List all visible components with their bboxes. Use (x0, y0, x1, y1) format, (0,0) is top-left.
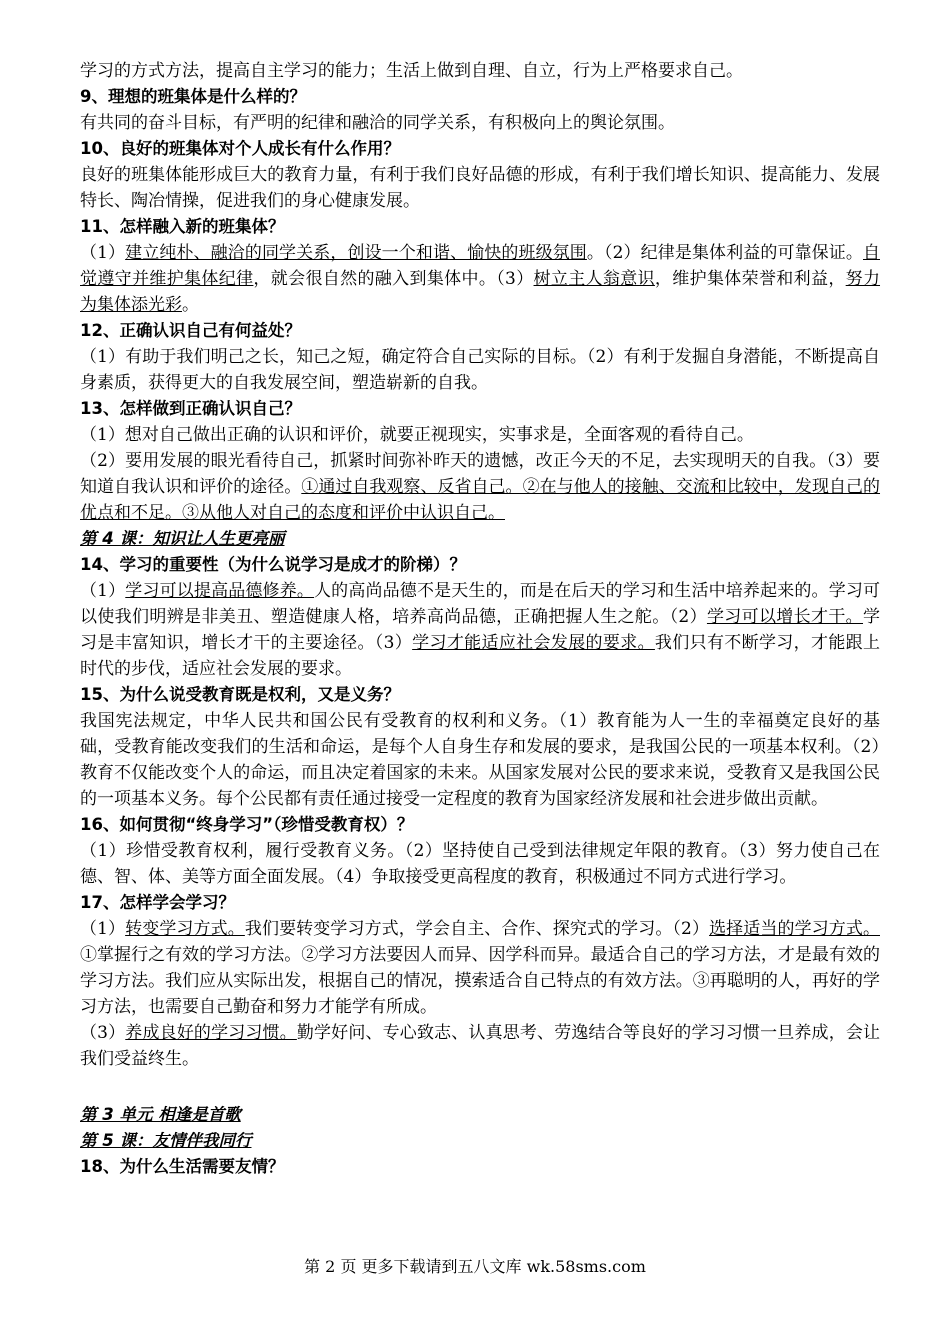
underlined-text: 学习可以提高品德修养。 (125, 581, 315, 601)
underlined-text: 选择适当的学习方式。 (709, 919, 880, 939)
answer-9: 有共同的奋斗目标，有严明的纪律和融洽的同学关系，有积极向上的舆论氛围。 (80, 113, 675, 133)
underlined-text: 努力为集体添光彩 (80, 269, 881, 315)
paragraph: 学习的方式方法，提高自主学习的能力；生活上做到自理、自立，行为上严格要求自己。 (80, 61, 743, 81)
answer-10: 良好的班集体能形成巨大的教育力量，有利于我们良好品德的形成，有利于我们增长知识、提高能力、发展特长、陶冶情操，促进我们的身心健康发展。 (80, 165, 880, 211)
question-12: 12、正确认识自己有何益处？ (80, 321, 301, 340)
answer-17b: （3）养成良好的学习习惯。勤学好问、专心致志、认真思考、劳逸结合等良好的学习习惯一旦养成，会让我们受益终生。 (80, 1023, 881, 1069)
underlined-text: 学习才能适应社会发展的要求。 (412, 633, 655, 653)
question-18: 18、为什么生活需要友情？ (80, 1157, 285, 1176)
page-footer: 第 2 页 更多下载请到五八文库 wk.58sms.com (304, 1257, 646, 1276)
answer-12: （1）有助于我们明己之长，知己之短，确定符合自己实际的目标。（2）有利于发掘自身潜能，不断提高自身素质，获得更大的自我发展空间，塑造崭新的自我。 (80, 347, 880, 393)
question-11: 11、怎样融入新的班集体？ (80, 217, 285, 236)
answer-11: （1）建立纯朴、融洽的同学关系，创设一个和谐、愉快的班级氛围。（2）纪律是集体利益的可靠保证。自觉遵守并维护集体纪律，就会很自然的融入到集体中。（3）树立主人翁意识，维护集体荣誉和利益，努力为集体添光彩。 (80, 243, 881, 315)
underlined-text: 自觉遵守并维护集体纪律 (80, 243, 880, 289)
section-heading-lesson-4: 第 4 课：知识让人生更亮丽 (80, 529, 285, 548)
question-15: 15、为什么说受教育既是权利，又是义务？ (80, 685, 400, 704)
section-heading-lesson-5: 第 5 课：友情伴我同行 (80, 1131, 252, 1150)
unit-heading-3: 第 3 单元 相逢是首歌 (80, 1105, 241, 1124)
answer-13b: （2）要用发展的眼光看待自己，抓紧时间弥补昨天的遗憾，改正今天的不足，去实现明天的自我。（3）要知道自我认识和评价的途径。①通过自我观察、反省自己。②在与他人的接触、交流和比较中，发现自己的优点和不足。③从他人对自己的态度和评价中认识自己。 (80, 451, 881, 523)
question-13: 13、怎样做到正确认识自己？ (80, 399, 301, 418)
spacer (80, 1072, 880, 1102)
answer-17a: （1）转变学习方式。我们要转变学习方式，学会自主、合作、探究式的学习。（2）选择适当的学习方式。①掌握行之有效的学习方法。②学习方法要因人而异、因学科而异。最适合自己的学习方法，才是最有效的学习方法。我们应从实际出发，根据自己的情况，摸索适合自己特点的有效方法。③再聪明的人，再好的学习方法，也需要自己勤奋和努力才能学有所成。 (80, 919, 880, 1017)
answer-16: （1）珍惜受教育权利，履行受教育义务。（2）坚持使自己受到法律规定年限的教育。（3）努力使自己在德、智、体、美等方面全面发展。（4）争取接受更高程度的教育，积极通过不同方式进行学习。 (80, 841, 880, 887)
question-9: 9、理想的班集体是什么样的？ (80, 87, 306, 106)
answer-14: （1）学习可以提高品德修养。人的高尚品德不是天生的，而是在后天的学习和生活中培养起来的。学习可以使我们明辨是非美丑、塑造健康人格，培养高尚品德，正确把握人生之舵。（2）学习可以增长才干。学习是丰富知识，增长才干的主要途径。（3）学习才能适应社会发展的要求。我们只有不断学习，才能跟上时代的步伐，适应社会发展的要求。 (80, 581, 881, 679)
underlined-text: 树立主人翁意识 (533, 269, 655, 289)
page-content (80, 58, 880, 1180)
answer-15: 我国宪法规定，中华人民共和国公民有受教育的权利和义务。（1）教育能为人一生的幸福奠定良好的基础，受教育能改变我们的生活和命运，是每个人自身生存和发展的要求，是我国公民的一项基本权利。（2）教育不仅能改变个人的命运，而且决定着国家的未来。从国家发展对公民的要求来说，受教育又是我国公民的一项基本义务。每个公民都有责任通过接受一定程度的教育为国家经济发展和社会进步做出贡献。 (80, 711, 880, 809)
underlined-text: 学习可以增长才干。 (706, 607, 864, 627)
underlined-text: 养成良好的学习习惯。 (125, 1023, 297, 1043)
question-16: 16、如何贯彻“终身学习”（珍惜受教育权）？ (80, 815, 414, 834)
question-10: 10、良好的班集体对个人成长有什么作用？ (80, 139, 400, 158)
question-14: 14、学习的重要性（为什么说学习是成才的阶梯）？ (80, 555, 466, 574)
underlined-text: 转变学习方式。 (125, 919, 245, 939)
underlined-text: ①通过自我观察、反省自己。②在与他人的接触、交流和比较中，发现自己的优点和不足。③从他人对自己的态度和评价中认识自己。 (80, 477, 881, 523)
underlined-text: 建立纯朴、融洽的同学关系，创设一个和谐、愉快的班级氛围 (125, 243, 587, 263)
question-17: 17、怎样学会学习？ (80, 893, 235, 912)
answer-13a: （1）想对自己做出正确的认识和评价，就要正视现实，实事求是，全面客观的看待自己。 (80, 425, 754, 445)
